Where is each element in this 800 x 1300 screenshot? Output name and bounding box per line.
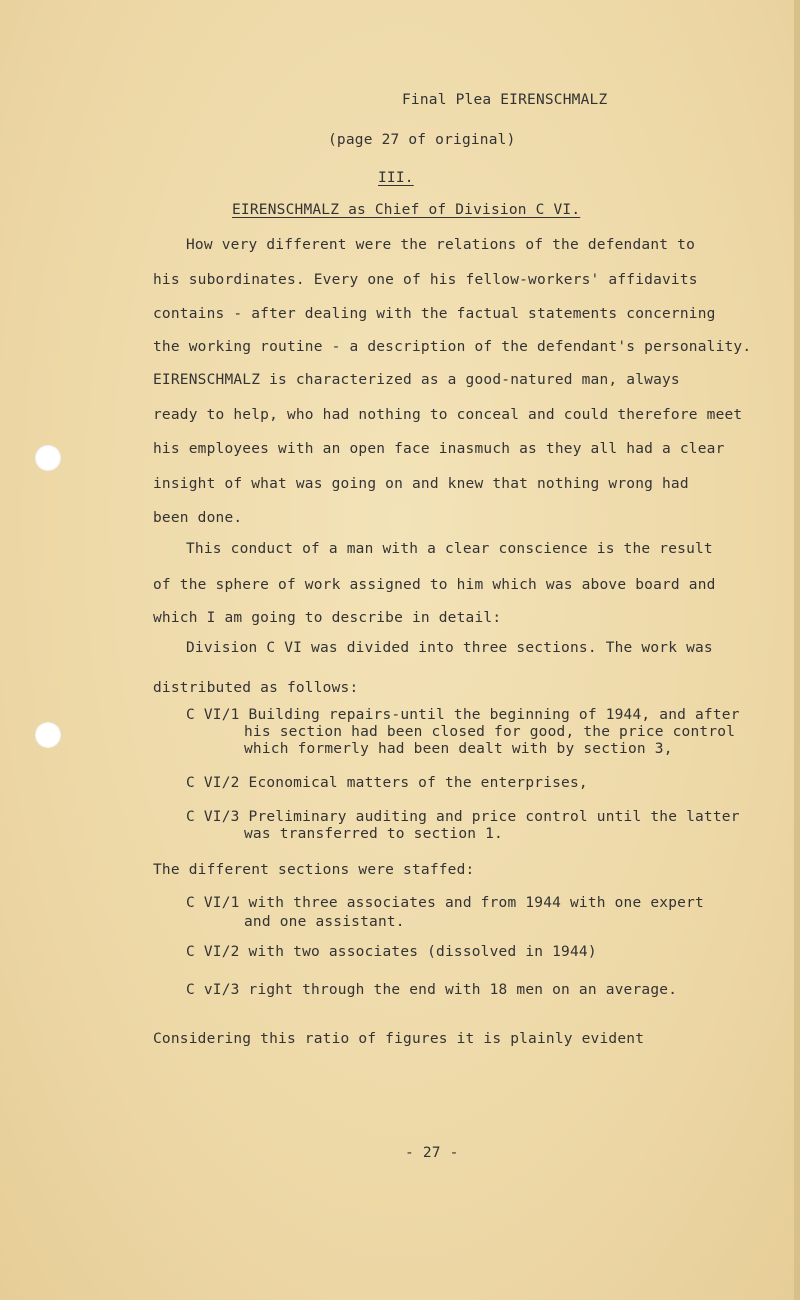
staff-item-line: and one assistant. <box>244 914 405 930</box>
body-line: contains - after dealing with the factual statements concerning <box>153 306 716 322</box>
document-title: Final Plea EIRENSCHMALZ <box>402 92 608 108</box>
punch-hole <box>35 722 61 748</box>
section-title: EIRENSCHMALZ as Chief of Division C VI. <box>232 202 581 218</box>
body-line: Division C VI was divided into three sections. The work was <box>186 640 713 656</box>
staff-item-line: C VI/1 with three associates and from 1944 with one expert <box>186 895 704 911</box>
staff-item-line: C vI/3 right through the end with 18 men on an average. <box>186 982 678 998</box>
body-line: his subordinates. Every one of his fellow-workers' affidavits <box>153 272 698 288</box>
body-line: EIRENSCHMALZ is characterized as a good-natured man, always <box>153 372 680 388</box>
body-line: The different sections were staffed: <box>153 862 475 878</box>
body-line: the working routine - a description of the defendant's personality. <box>153 339 752 355</box>
body-line: which I am going to describe in detail: <box>153 610 502 626</box>
staff-item-line: C VI/2 with two associates (dissolved in 1944) <box>186 944 597 960</box>
work-item-line: his section had been closed for good, the price control <box>244 724 736 740</box>
body-line: ready to help, who had nothing to conceal and could therefore meet <box>153 407 743 423</box>
body-line: of the sphere of work assigned to him which was above board and <box>153 577 716 593</box>
body-line: his employees with an open face inasmuch as they all had a clear <box>153 441 725 457</box>
paper-edge <box>794 0 800 1300</box>
page-reference: (page 27 of original) <box>328 132 516 148</box>
section-number: III. <box>378 170 414 186</box>
body-line: This conduct of a man with a clear conscience is the result <box>186 541 713 557</box>
page-number: - 27 - <box>405 1145 459 1161</box>
work-item-line: C VI/1 Building repairs-until the beginning of 1944, and after <box>186 707 740 723</box>
body-line: Considering this ratio of figures it is plainly evident <box>153 1031 645 1047</box>
body-line: insight of what was going on and knew that nothing wrong had <box>153 476 689 492</box>
body-line: been done. <box>153 510 243 526</box>
punch-hole <box>35 445 61 471</box>
body-line: How very different were the relations of the defendant to <box>186 237 695 253</box>
work-item-line: was transferred to section 1. <box>244 826 503 842</box>
work-item-line: which formerly had been dealt with by section 3, <box>244 741 673 757</box>
work-item-line: C VI/3 Preliminary auditing and price control until the latter <box>186 809 740 825</box>
body-line: distributed as follows: <box>153 680 359 696</box>
work-item-line: C VI/2 Economical matters of the enterprises, <box>186 775 588 791</box>
